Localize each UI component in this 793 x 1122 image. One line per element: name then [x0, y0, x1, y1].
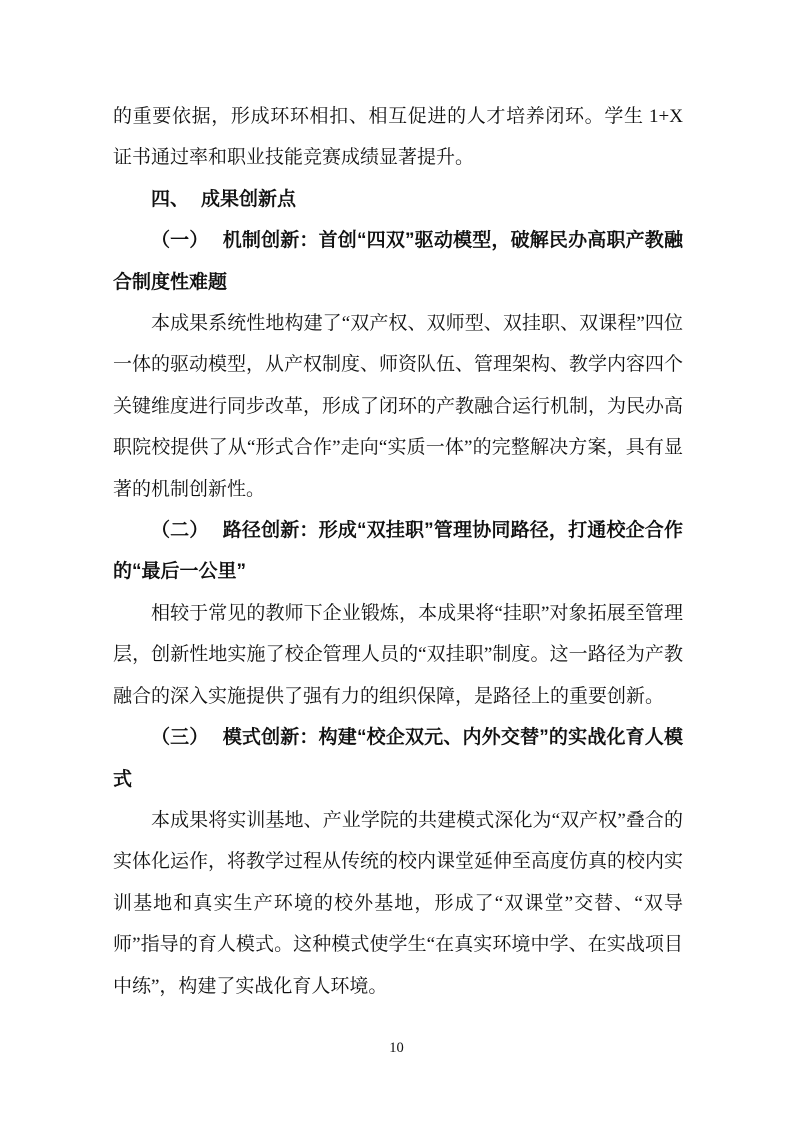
section-title: 成果创新点 — [201, 188, 297, 210]
section-number: 四、 — [151, 188, 190, 210]
subsection-heading-1 — [113, 220, 683, 303]
paragraph-1: 本成果系统性地构建了“双产权、双师型、双挂职、双课程”四位一体的驱动模型，从产权制度、师资队伍、管理架构、教学内容四个关键维度进行同步改革，形成了闭环的产教融合运行机制，为民办高职院校提供了从“形式合作”走向“实质一体”的完整解决方案，具有显著的机制创新性。 — [113, 313, 684, 500]
page-number: 10 — [389, 1040, 404, 1056]
subsection-number-2: （二） — [151, 520, 209, 542]
subsection-heading-3 — [113, 717, 683, 800]
subsection-number-1: （一） — [151, 230, 209, 252]
subsection-title-3: 模式创新：构建“校企双元、内外交替”的实战化育人模式 — [113, 727, 683, 790]
subsection-title-1: 机制创新：首创“四双”驱动模型，破解民办高职产教融合制度性难题 — [113, 230, 683, 293]
subsection-heading-2 — [113, 510, 683, 593]
paragraph-2: 相较于常见的教师下企业锻炼，本成果将“挂职”对象拓展至管理层，创新性地实施了校企管理人员的“双挂职”制度。这一路径为产教融合的深入实施提供了强有力的组织保障，是路径上的重要创新。 — [113, 602, 683, 707]
subsection-number-3: （三） — [151, 727, 209, 749]
paragraph-continuation: 的重要依据，形成环环相扣、相互促进的人才培养闭环。学生 1+X 证书通过率和职业技能竞赛成绩显著提升。 — [113, 106, 683, 169]
paragraph-3: 本成果将实训基地、产业学院的共建模式深化为“双产权”叠合的实体化运作，将教学过程从传统的校内课堂延伸至高度仿真的校内实训基地和真实生产环境的校外基地，形成了“双课堂”交替、“双导师”指导的育人模式。这种模式使学生“在真实环境中学、在实战项目中练”，构建了实战化育人环境。 — [113, 809, 684, 997]
section-heading — [113, 179, 683, 220]
subsection-title-2: 路径创新：形成“双挂职”管理协同路径，打通校企合作的“最后一公里” — [113, 520, 683, 583]
document-body — [113, 96, 683, 1007]
